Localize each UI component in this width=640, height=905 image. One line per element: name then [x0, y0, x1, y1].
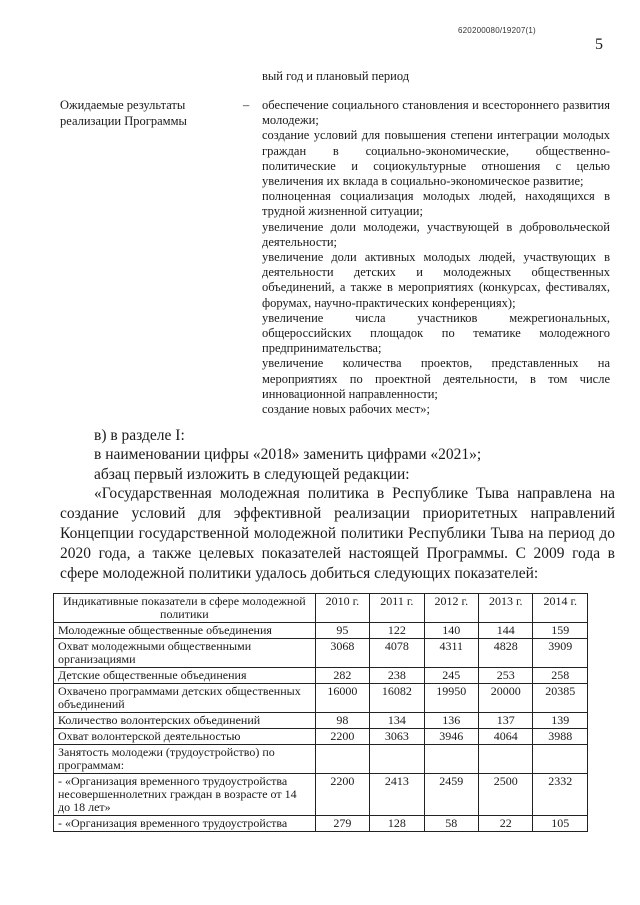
- cell-value: 20385: [533, 684, 588, 713]
- row-label: Молодежные общественные объединения: [54, 623, 316, 639]
- expected-result-item: обеспечение социального становления и всестороннего развития молодежи;: [262, 98, 610, 128]
- expected-result-item: увеличение доли активных молодых людей, участвующих в деятельности детских и молодежных общественных объединений, а также в мероприятиях (конкурсах, фестивалях, форумах, научно-практических конференциях);: [262, 250, 610, 310]
- table-row: [54, 668, 588, 684]
- row-label: Охват волонтерской деятельностью: [54, 729, 316, 745]
- table-row: [54, 713, 588, 729]
- cell-value: 95: [315, 623, 369, 639]
- cell-value: 159: [533, 623, 588, 639]
- cell-value: 2200: [315, 774, 369, 816]
- cell-value: 4078: [370, 639, 424, 668]
- cell-value: 105: [533, 816, 588, 832]
- expected-result-item: увеличение числа участников межрегиональных, общероссийских площадок по тематике молодежного предпринимательства;: [262, 310, 610, 356]
- cell-value: 2413: [370, 774, 424, 816]
- expected-result-item: увеличение доли молодежи, участвующей в добровольческой деятельности;: [262, 219, 610, 249]
- cell-value: 4828: [479, 639, 533, 668]
- expected-results-label: Ожидаемые результаты реализации Программы: [60, 98, 187, 128]
- cell-value: 122: [370, 623, 424, 639]
- cell-value: [370, 745, 424, 774]
- cell-value: 98: [315, 713, 369, 729]
- cell-value: [533, 745, 588, 774]
- cell-value: 3988: [533, 729, 588, 745]
- amendment-section: в) в разделе I:: [94, 427, 185, 444]
- continuation-line: вый год и плановый период: [262, 69, 410, 83]
- cell-value: 245: [424, 668, 478, 684]
- cell-value: 3068: [315, 639, 369, 668]
- header-year: 2011 г.: [370, 594, 424, 623]
- expected-result-item: создание условий для повышения степени интеграции молодых граждан в социально-экономические, общественно-политические и социокультурные отношения с целью увеличения их вклада в социально-экономическое развитие;: [262, 128, 610, 189]
- table-row: [54, 774, 588, 816]
- table-row: [54, 623, 588, 639]
- header-year: 2013 г.: [479, 594, 533, 623]
- row-label: Количество волонтерских объединений: [54, 713, 316, 729]
- expected-result-item: создание новых рабочих мест»;: [262, 402, 431, 417]
- cell-value: [479, 745, 533, 774]
- cell-value: 19950: [424, 684, 478, 713]
- header-year: 2012 г.: [424, 594, 478, 623]
- table-header-row: [54, 594, 588, 623]
- row-label: - «Организация временного трудоустройства несовершеннолетних граждан в возрасте от 14 до 18 лет»: [54, 774, 316, 816]
- header-indicator: Индикативные показатели в сфере молодежной политики: [54, 594, 316, 623]
- cell-value: 128: [370, 816, 424, 832]
- cell-value: 144: [479, 623, 533, 639]
- cell-value: 3909: [533, 639, 588, 668]
- cell-value: 279: [315, 816, 369, 832]
- amendment-paragraph: абзац первый изложить в следующей редакции:: [94, 466, 410, 483]
- header-year: 2014 г.: [533, 594, 588, 623]
- cell-value: 2500: [479, 774, 533, 816]
- expected-result-item: полноценная социализация молодых людей, находящихся в трудной жизненной ситуации;: [262, 189, 610, 219]
- expected-results-dash: –: [243, 98, 250, 112]
- cell-value: 2459: [424, 774, 478, 816]
- cell-value: 282: [315, 668, 369, 684]
- cell-value: 238: [370, 668, 424, 684]
- cell-value: 20000: [479, 684, 533, 713]
- cell-value: [315, 745, 369, 774]
- cell-value: 134: [370, 713, 424, 729]
- cell-value: 22: [479, 816, 533, 832]
- cell-value: 2332: [533, 774, 588, 816]
- expected-result-item: увеличение количества проектов, представленных на мероприятиях по проектной деятельности, в том числе инновационной направленности;: [262, 356, 610, 401]
- cell-value: 4064: [479, 729, 533, 745]
- indicators-table: [53, 593, 588, 832]
- cell-value: 3063: [370, 729, 424, 745]
- cell-value: [424, 745, 478, 774]
- row-label: Детские общественные объединения: [54, 668, 316, 684]
- row-label: Охвачено программами детских общественных объединений: [54, 684, 316, 713]
- document-code: 620200080/19207(1): [458, 26, 536, 35]
- expected-results-list: [262, 98, 610, 417]
- header-year: 2010 г.: [315, 594, 369, 623]
- cell-value: 4311: [424, 639, 478, 668]
- cell-value: 253: [479, 668, 533, 684]
- row-label: Охват молодежными общественными организациями: [54, 639, 316, 668]
- table-row: [54, 745, 588, 774]
- amendment-rename: в наименовании цифры «2018» заменить цифрами «2021»;: [94, 446, 482, 463]
- cell-value: 258: [533, 668, 588, 684]
- cell-value: 16082: [370, 684, 424, 713]
- cell-value: 16000: [315, 684, 369, 713]
- cell-value: 140: [424, 623, 478, 639]
- cell-value: 3946: [424, 729, 478, 745]
- page-number: 5: [595, 36, 603, 53]
- row-label: - «Организация временного трудоустройства: [54, 816, 316, 832]
- cell-value: 137: [479, 713, 533, 729]
- table-row: [54, 729, 588, 745]
- row-label: Занятость молодежи (трудоустройство) по программам:: [54, 745, 316, 774]
- amendment-quote: «Государственная молодежная политика в Республике Тыва направлена на создание условий для эффективной реализации приоритетных направлений Концепции государственной молодежной политики Республики Тыва на период до 2020 года, а также целевых показателей настоящей Программы. С 2009 года в сфере молодежной политики удалось добиться следующих показателей:: [60, 485, 615, 582]
- cell-value: 2200: [315, 729, 369, 745]
- table-row: [54, 684, 588, 713]
- table-row: [54, 639, 588, 668]
- cell-value: 139: [533, 713, 588, 729]
- cell-value: 58: [424, 816, 478, 832]
- cell-value: 136: [424, 713, 478, 729]
- table-row: [54, 816, 588, 832]
